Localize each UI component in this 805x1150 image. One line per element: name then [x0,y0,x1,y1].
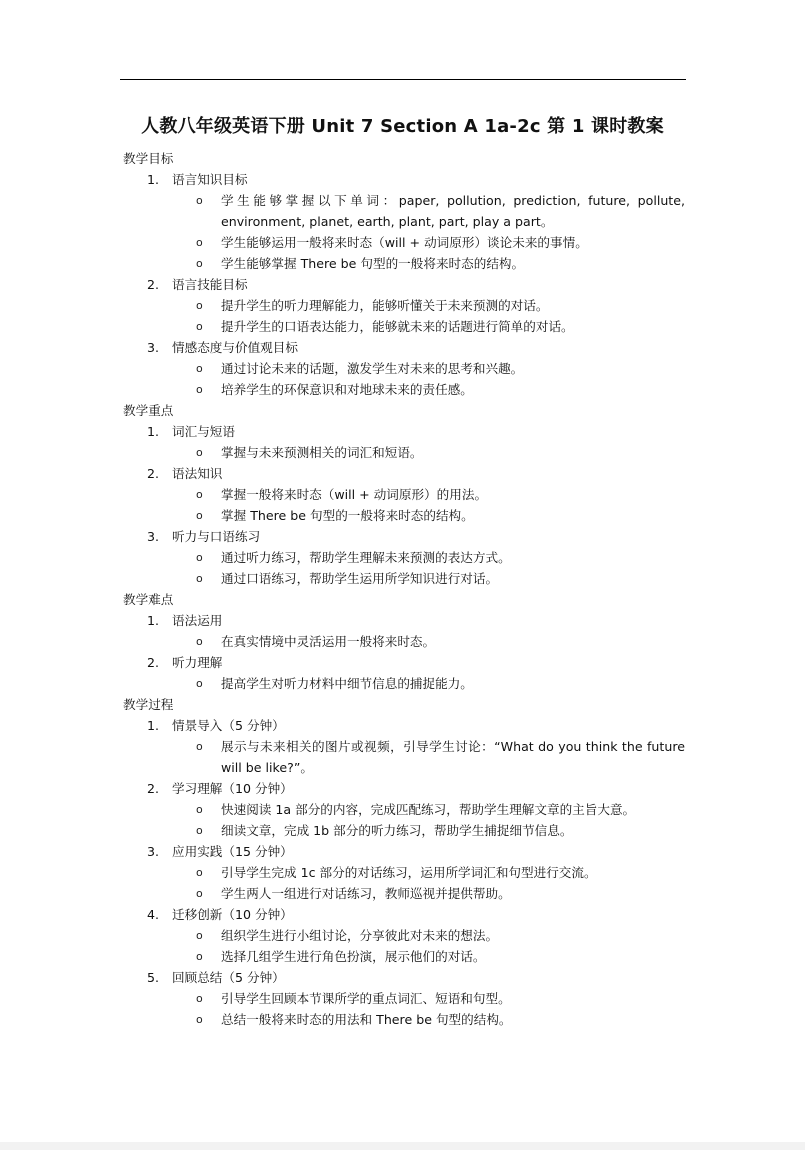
section-heading: 教学难点 [123,592,174,607]
item-label: 语法运用 [172,613,223,628]
item-label: 听力与口语练习 [172,529,261,544]
bullet-mark: o [196,320,203,333]
bullet-text: 学生能够掌握以下单词：paper, pollution, prediction, future, pollute, environment, planet, earth, plant, part, play a part。 [221,193,685,229]
bullet-text: 学生能够掌握 There be 句型的一般将来时态的结构。 [221,256,525,271]
bullet-item [123,295,685,316]
section [123,694,685,1030]
bullet-text: 提升学生的口语表达能力，能够就未来的话题进行简单的对话。 [221,319,574,334]
item-label: 应用实践（15 分钟） [172,844,293,859]
item-number: 1. [147,424,160,439]
bullet-item [123,316,685,337]
bullet-mark: o [196,299,203,312]
bullet-text: 快速阅读 1a 部分的内容，完成匹配练习，帮助学生理解文章的主旨大意。 [221,802,636,817]
bullet-text: 掌握与未来预测相关的词汇和短语。 [221,445,423,460]
bullet-item [123,799,685,820]
item-number: 1. [147,172,160,187]
numbered-item [123,967,685,988]
numbered-item [123,421,685,442]
document-body [123,148,685,1030]
item-number: 5. [147,970,160,985]
bullet-text: 掌握一般将来时态（will + 动词原形）的用法。 [221,487,488,502]
numbered-item [123,610,685,631]
section [123,148,685,400]
bullet-mark: o [196,446,203,459]
item-number: 2. [147,781,160,796]
bullet-mark: o [196,950,203,963]
bullet-mark: o [196,572,203,585]
bullet-text: 组织学生进行小组讨论，分享彼此对未来的想法。 [221,928,499,943]
bullet-item [123,442,685,463]
item-number: 1. [147,718,160,733]
item-label: 回顾总结（5 分钟） [172,970,285,985]
item-number: 4. [147,907,160,922]
item-label: 听力理解 [172,655,223,670]
header-rule [120,79,686,80]
item-number: 1. [147,613,160,628]
bullet-mark: o [196,362,203,375]
item-number: 2. [147,277,160,292]
bullet-item [123,736,685,778]
numbered-item [123,841,685,862]
bullet-item [123,379,685,400]
numbered-item [123,274,685,295]
item-label: 语言知识目标 [172,172,248,187]
item-number: 3. [147,340,160,355]
bullet-text: 通过听力练习，帮助学生理解未来预测的表达方式。 [221,550,511,565]
bullet-mark: o [196,194,203,207]
item-number: 3. [147,529,160,544]
bullet-text: 在真实情境中灵活运用一般将来时态。 [221,634,436,649]
bullet-mark: o [196,509,203,522]
bullet-item [123,631,685,652]
item-number: 2. [147,466,160,481]
bullet-mark: o [196,257,203,270]
section-heading: 教学过程 [123,697,174,712]
numbered-item [123,715,685,736]
bullet-text: 提高学生对听力材料中细节信息的捕捉能力。 [221,676,473,691]
bullet-mark: o [196,1013,203,1026]
bullet-text: 通过讨论未来的话题，激发学生对未来的思考和兴趣。 [221,361,524,376]
bullet-item [123,568,685,589]
section [123,400,685,589]
bullet-text: 引导学生回顾本节课所学的重点词汇、短语和句型。 [221,991,511,1006]
bullet-mark: o [196,488,203,501]
bullet-mark: o [196,887,203,900]
item-label: 语法知识 [172,466,223,481]
bullet-item [123,1009,685,1030]
bullet-mark: o [196,992,203,1005]
bullet-item [123,505,685,526]
numbered-item [123,778,685,799]
item-label: 词汇与短语 [172,424,235,439]
bullet-item [123,883,685,904]
section-heading: 教学目标 [123,151,174,166]
item-label: 语言技能目标 [172,277,248,292]
bullet-text: 细读文章，完成 1b 部分的听力练习，帮助学生捕捉细节信息。 [221,823,573,838]
bullet-item [123,946,685,967]
bullet-mark: o [196,740,203,753]
bullet-item [123,925,685,946]
numbered-item [123,463,685,484]
bullet-item [123,862,685,883]
bullet-text: 培养学生的环保意识和对地球未来的责任感。 [221,382,473,397]
item-number: 3. [147,844,160,859]
bullet-mark: o [196,383,203,396]
section-heading: 教学重点 [123,403,174,418]
section [123,589,685,694]
bullet-text: 学生两人一组进行对话练习，教师巡视并提供帮助。 [221,886,511,901]
page-bottom-edge [0,1142,805,1150]
bullet-item [123,358,685,379]
bullet-item [123,988,685,1009]
bullet-item [123,190,685,232]
numbered-item [123,169,685,190]
bullet-item [123,547,685,568]
bullet-item [123,232,685,253]
bullet-mark: o [196,551,203,564]
bullet-mark: o [196,803,203,816]
bullet-mark: o [196,236,203,249]
item-label: 情景导入（5 分钟） [172,718,285,733]
item-label: 情感态度与价值观目标 [172,340,298,355]
bullet-item [123,253,685,274]
numbered-item [123,526,685,547]
bullet-text: 学生能够运用一般将来时态（will + 动词原形）谈论未来的事情。 [221,235,588,250]
bullet-item [123,820,685,841]
bullet-text: 选择几组学生进行角色扮演，展示他们的对话。 [221,949,486,964]
bullet-mark: o [196,929,203,942]
bullet-text: 掌握 There be 句型的一般将来时态的结构。 [221,508,474,523]
bullet-mark: o [196,866,203,879]
bullet-text: 总结一般将来时态的用法和 There be 句型的结构。 [221,1012,512,1027]
item-number: 2. [147,655,160,670]
bullet-mark: o [196,677,203,690]
bullet-text: 展示与未来相关的图片或视频，引导学生讨论：“What do you think the future will be like?”。 [221,739,685,775]
document-title: 人教八年级英语下册 Unit 7 Section A 1a-2c 第 1 课时教案 [141,116,664,137]
item-label: 迁移创新（10 分钟） [172,907,293,922]
numbered-item [123,652,685,673]
item-label: 学习理解（10 分钟） [172,781,293,796]
bullet-mark: o [196,635,203,648]
bullet-item [123,673,685,694]
numbered-item [123,904,685,925]
bullet-item [123,484,685,505]
bullet-mark: o [196,824,203,837]
bullet-text: 引导学生完成 1c 部分的对话练习，运用所学词汇和句型进行交流。 [221,865,597,880]
bullet-text: 通过口语练习，帮助学生运用所学知识进行对话。 [221,571,499,586]
bullet-text: 提升学生的听力理解能力，能够听懂关于未来预测的对话。 [221,298,549,313]
numbered-item [123,337,685,358]
